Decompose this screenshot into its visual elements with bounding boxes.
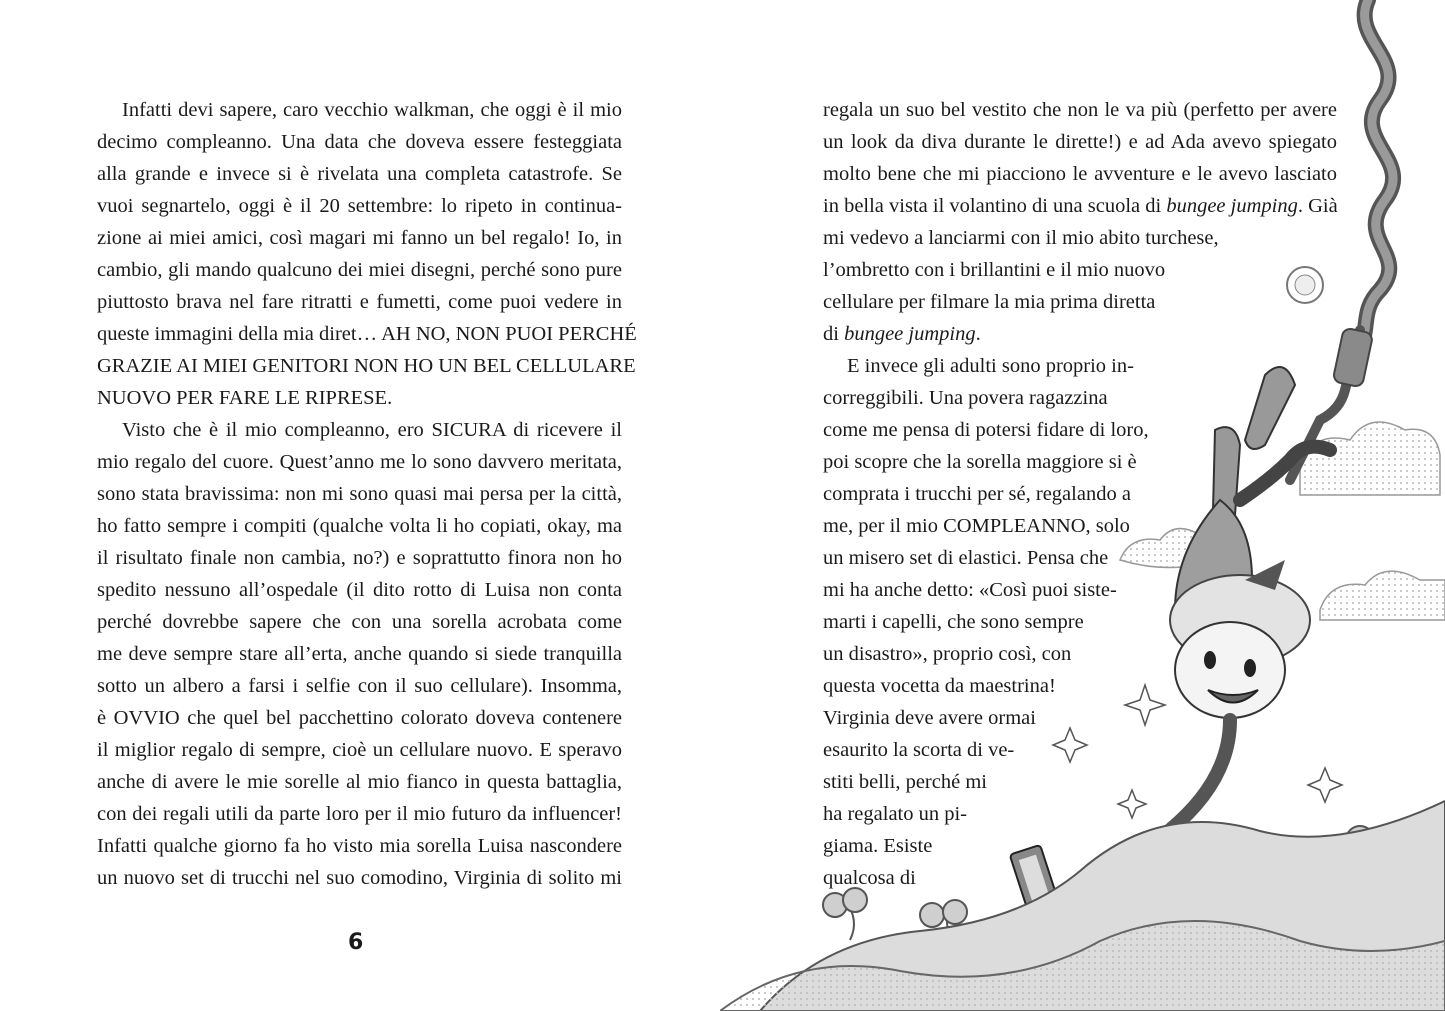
text-line: spedito nessuno all’ospedale (il dito rotto di Luisa non conta bbox=[97, 579, 622, 601]
text-line: GRAZIE AI MIEI GENITORI NON HO UN BEL CELLULARE bbox=[97, 355, 636, 377]
text-line: perché dovrebbe sapere che con una sorella acrobata come bbox=[97, 611, 622, 633]
text-line: con dei regali utili da parte loro per il mio futuro da influencer! bbox=[97, 803, 622, 825]
text-run: di bbox=[823, 323, 845, 345]
text-line: anche di avere le mie sorelle al mio fianco in questa battaglia, bbox=[97, 771, 622, 793]
text-line: Virginia deve avere ormai bbox=[823, 707, 1036, 729]
text-run: in bella vista il volantino di una scuola di bbox=[823, 195, 1167, 217]
text-line: molto bene che mi piacciono le avventure e le avevo lasciato bbox=[823, 163, 1337, 185]
text-line: cambio, gli mando qualcuno dei miei disegni, perché sono pure bbox=[97, 259, 622, 281]
text-line: l’ombretto con i brillantini e il mio nuovo bbox=[823, 259, 1166, 281]
text-line: questa vocetta da maestrina! bbox=[823, 675, 1056, 697]
text-line: regala un suo bel vestito che non le va più (perfetto per avere bbox=[823, 99, 1337, 121]
text-line: un look da diva durante le dirette!) e ad Ada avevo spiegato bbox=[823, 131, 1337, 153]
text-line: Visto che è il mio compleanno, ero SICURA di ricevere il bbox=[122, 419, 622, 441]
text-line: ho fatto sempre i compiti (qualche volta li ho copiati, okay, ma bbox=[97, 515, 622, 537]
text-line: decimo compleanno. Una data che doveva essere festeggiata bbox=[97, 131, 622, 153]
text-line: vuoi segnartelo, oggi è il 20 settembre: lo ripeto in continua- bbox=[97, 195, 622, 217]
text-line: sotto un albero a farsi i selfie con il suo cellulare). Insomma, bbox=[97, 675, 622, 697]
text-line: un disastro», proprio così, con bbox=[823, 643, 1072, 665]
text-line: il miglior regalo di sempre, cioè un cellulare nuovo. E speravo bbox=[97, 739, 622, 761]
text-line: Infatti qualche giorno fa ho visto mia sorella Luisa nascondere bbox=[97, 835, 622, 857]
text-line: un misero set di elastici. Pensa che bbox=[823, 547, 1109, 569]
text-line: marti i capelli, che sono sempre bbox=[823, 611, 1084, 633]
text-line: sono stata bravissima: non mi sono quasi mai persa per la città, bbox=[97, 483, 622, 505]
text-line bbox=[823, 190, 1338, 222]
right-page bbox=[722, 0, 1445, 1011]
text-line: cellulare per filmare la mia prima diretta bbox=[823, 291, 1156, 313]
text-line: comprata i trucchi per sé, regalando a bbox=[823, 483, 1131, 505]
text-line: queste immagini della mia diret… AH NO, NON PUOI PERCHÉ bbox=[97, 323, 637, 345]
text-line: Infatti devi sapere, caro vecchio walkman, che oggi è il mio bbox=[122, 99, 622, 121]
text-line: il risultato finale non cambia, no?) e soprattutto finora non ho bbox=[97, 547, 622, 569]
text-line: me, per il mio COMPLEANNO, solo bbox=[823, 515, 1130, 537]
text-line: mi vedevo a lanciarmi con il mio abito turchese, bbox=[823, 227, 1219, 249]
text-line: NUOVO PER FARE LE RIPRESE. bbox=[97, 387, 393, 409]
text-line: mi ha anche detto: «Così puoi siste- bbox=[823, 579, 1117, 601]
text-line: correggibili. Una povera ragazzina bbox=[823, 387, 1108, 409]
text-run: . bbox=[975, 323, 981, 345]
text-line: è OVVIO che quel bel pacchettino colorato doveva contenere bbox=[97, 707, 622, 729]
text-line bbox=[823, 318, 981, 350]
text-line: E invece gli adulti sono proprio in- bbox=[847, 355, 1134, 377]
text-line: stiti belli, perché mi bbox=[823, 771, 987, 793]
text-line: piuttosto brava nel fare ritratti e fumetti, come puoi vedere in bbox=[97, 291, 622, 313]
text-line: esaurito la scorta di ve- bbox=[823, 739, 1015, 761]
text-line: un nuovo set di trucchi nel suo comodino, Virginia di solito mi bbox=[97, 867, 622, 889]
text-line: come me pensa di potersi fidare di loro, bbox=[823, 419, 1149, 441]
text-line: zione ai miei amici, così magari mi fanno un bel regalo! Io, in bbox=[97, 227, 622, 249]
text-line: ha regalato un pi- bbox=[823, 803, 968, 825]
text-line: me deve sempre stare all’erta, anche quando si siede tranquilla bbox=[97, 643, 622, 665]
left-page bbox=[0, 0, 722, 1011]
text-line: giama. Esiste bbox=[823, 835, 933, 857]
text-line: qualcosa di bbox=[823, 867, 916, 889]
text-run-italic: bungee jumping bbox=[1166, 195, 1298, 217]
text-line: alla grande e invece si è rivelata una completa catastrofe. Se bbox=[97, 163, 622, 185]
text-run-italic: bungee jumping bbox=[844, 323, 976, 345]
text-line: poi scopre che la sorella maggiore si è bbox=[823, 451, 1137, 473]
text-run: . Già bbox=[1297, 195, 1338, 217]
text-line: mio regalo del cuore. Quest’anno me lo sono davvero meritata, bbox=[97, 451, 622, 473]
page-number: 6 bbox=[348, 930, 364, 955]
